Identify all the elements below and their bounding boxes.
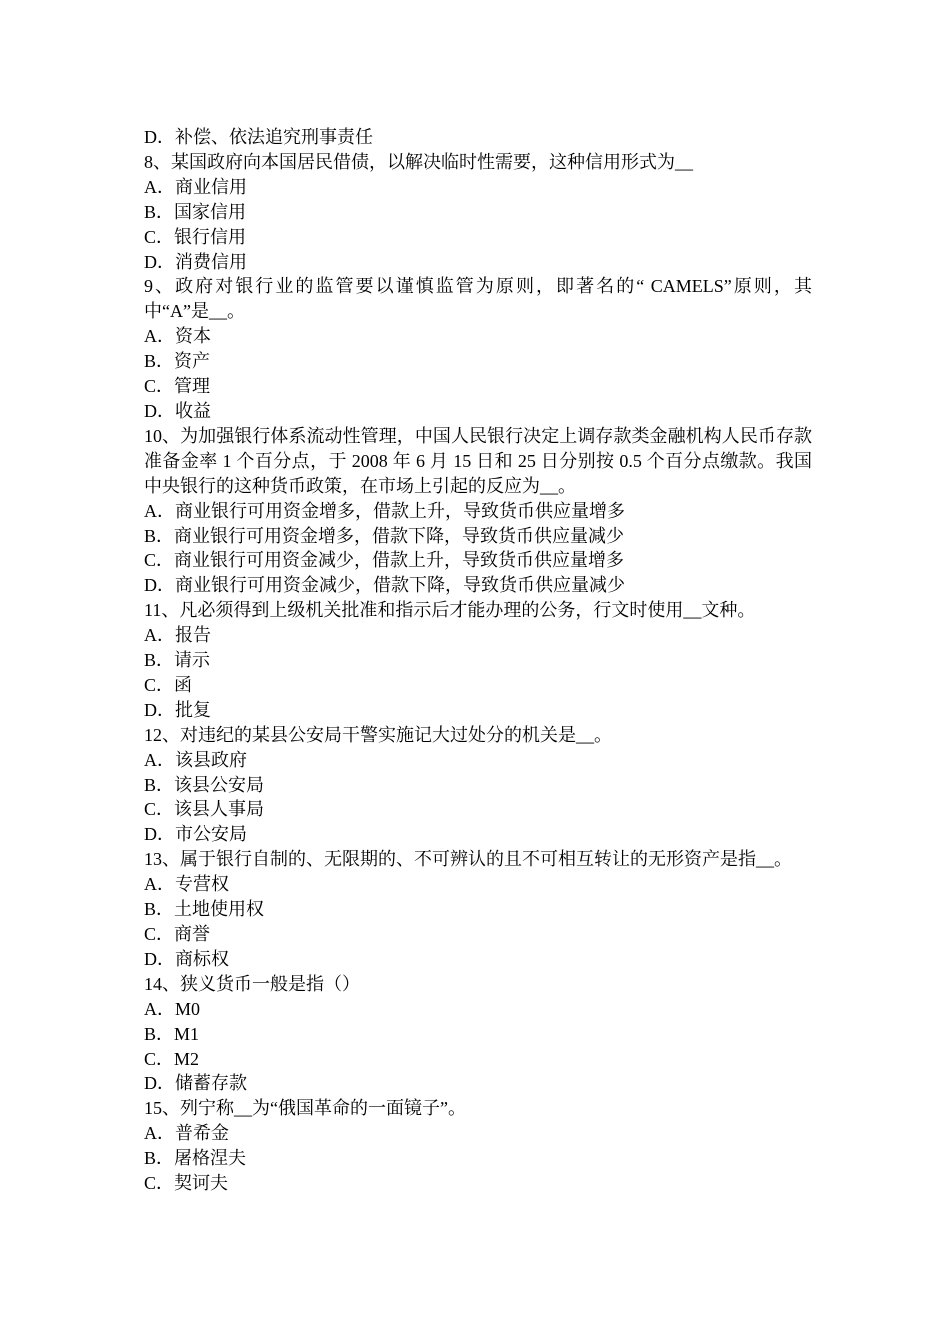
answer-option: A．报告	[144, 625, 211, 646]
answer-option: B．商业银行可用资金增多，借款下降，导致货币供应量减少	[144, 525, 625, 546]
question-text: 9、政府对银行业的监管要以谨慎监管为原则，即著名的“ CAMELS”原则，其中“A”是__。	[144, 276, 812, 322]
answer-option: D．批复	[144, 699, 211, 720]
answer-option: B．请示	[144, 650, 211, 671]
answer-option: B．该县公安局	[144, 774, 265, 795]
answer-option: C．函	[144, 674, 193, 695]
question-text: 12、对违纪的某县公安局干警实施记大过处分的机关是__。	[144, 724, 612, 745]
answer-option: C．商誉	[144, 924, 211, 944]
question-text: 13、属于银行自制的、无限期的、不可辨认的且不可相互转让的无形资产是指__。	[144, 849, 792, 870]
answer-option: D．补偿、依法追究刑事责任	[144, 127, 373, 147]
answer-option: D．储蓄存款	[144, 1073, 247, 1094]
answer-option: D．消费信用	[144, 251, 247, 272]
question-text: 11、凡必须得到上级机关批准和指示后才能办理的公务，行文时使用__文种。	[144, 600, 756, 621]
answer-option: B．M1	[144, 1023, 200, 1044]
answer-option: B．资产	[144, 351, 211, 372]
answer-option: A．普希金	[144, 1123, 229, 1144]
answer-option: A．专营权	[144, 874, 229, 895]
answer-option: C．M2	[144, 1048, 200, 1069]
answer-option: C．银行信用	[144, 226, 247, 247]
answer-option: C．管理	[144, 376, 211, 397]
answer-option: D．商标权	[144, 948, 229, 969]
answer-option: D．商业银行可用资金减少，借款下降，导致货币供应量减少	[144, 575, 625, 596]
answer-option: A．商业银行可用资金增多，借款上升，导致货币供应量增多	[144, 500, 625, 521]
question-text: 15、列宁称__为“俄国革命的一面镜子”。	[144, 1098, 466, 1119]
answer-option: C．契诃夫	[144, 1173, 229, 1194]
answer-option: C．该县人事局	[144, 799, 265, 820]
answer-option: B．屠格涅夫	[144, 1148, 247, 1169]
answer-option: B．土地使用权	[144, 899, 265, 920]
answer-option: D．市公安局	[144, 824, 247, 845]
question-text: 14、狭义货币一般是指（）	[144, 973, 360, 994]
answer-option: C．商业银行可用资金减少，借款上升，导致货币供应量增多	[144, 550, 625, 571]
answer-option: B．国家信用	[144, 201, 247, 222]
document-body	[144, 125, 812, 1196]
answer-option: A．该县政府	[144, 749, 247, 770]
question-text: 10、为加强银行体系流动性管理，中国人民银行决定上调存款类金融机构人民币存款准备金率 1 个百分点，于 2008 年 6 月 15 日和 25 日分别按 0.5 个百分点缴款。我国中央银行的这种货币政策，在市场上引起的反应为__。	[144, 425, 812, 496]
question-text: 8、某国政府向本国居民借债，以解决临时性需要，这种信用形式为__	[144, 151, 693, 172]
answer-option: A．M0	[144, 998, 201, 1019]
answer-option: A．商业信用	[144, 176, 247, 197]
answer-option: D．收益	[144, 400, 211, 421]
answer-option: A．资本	[144, 326, 211, 347]
